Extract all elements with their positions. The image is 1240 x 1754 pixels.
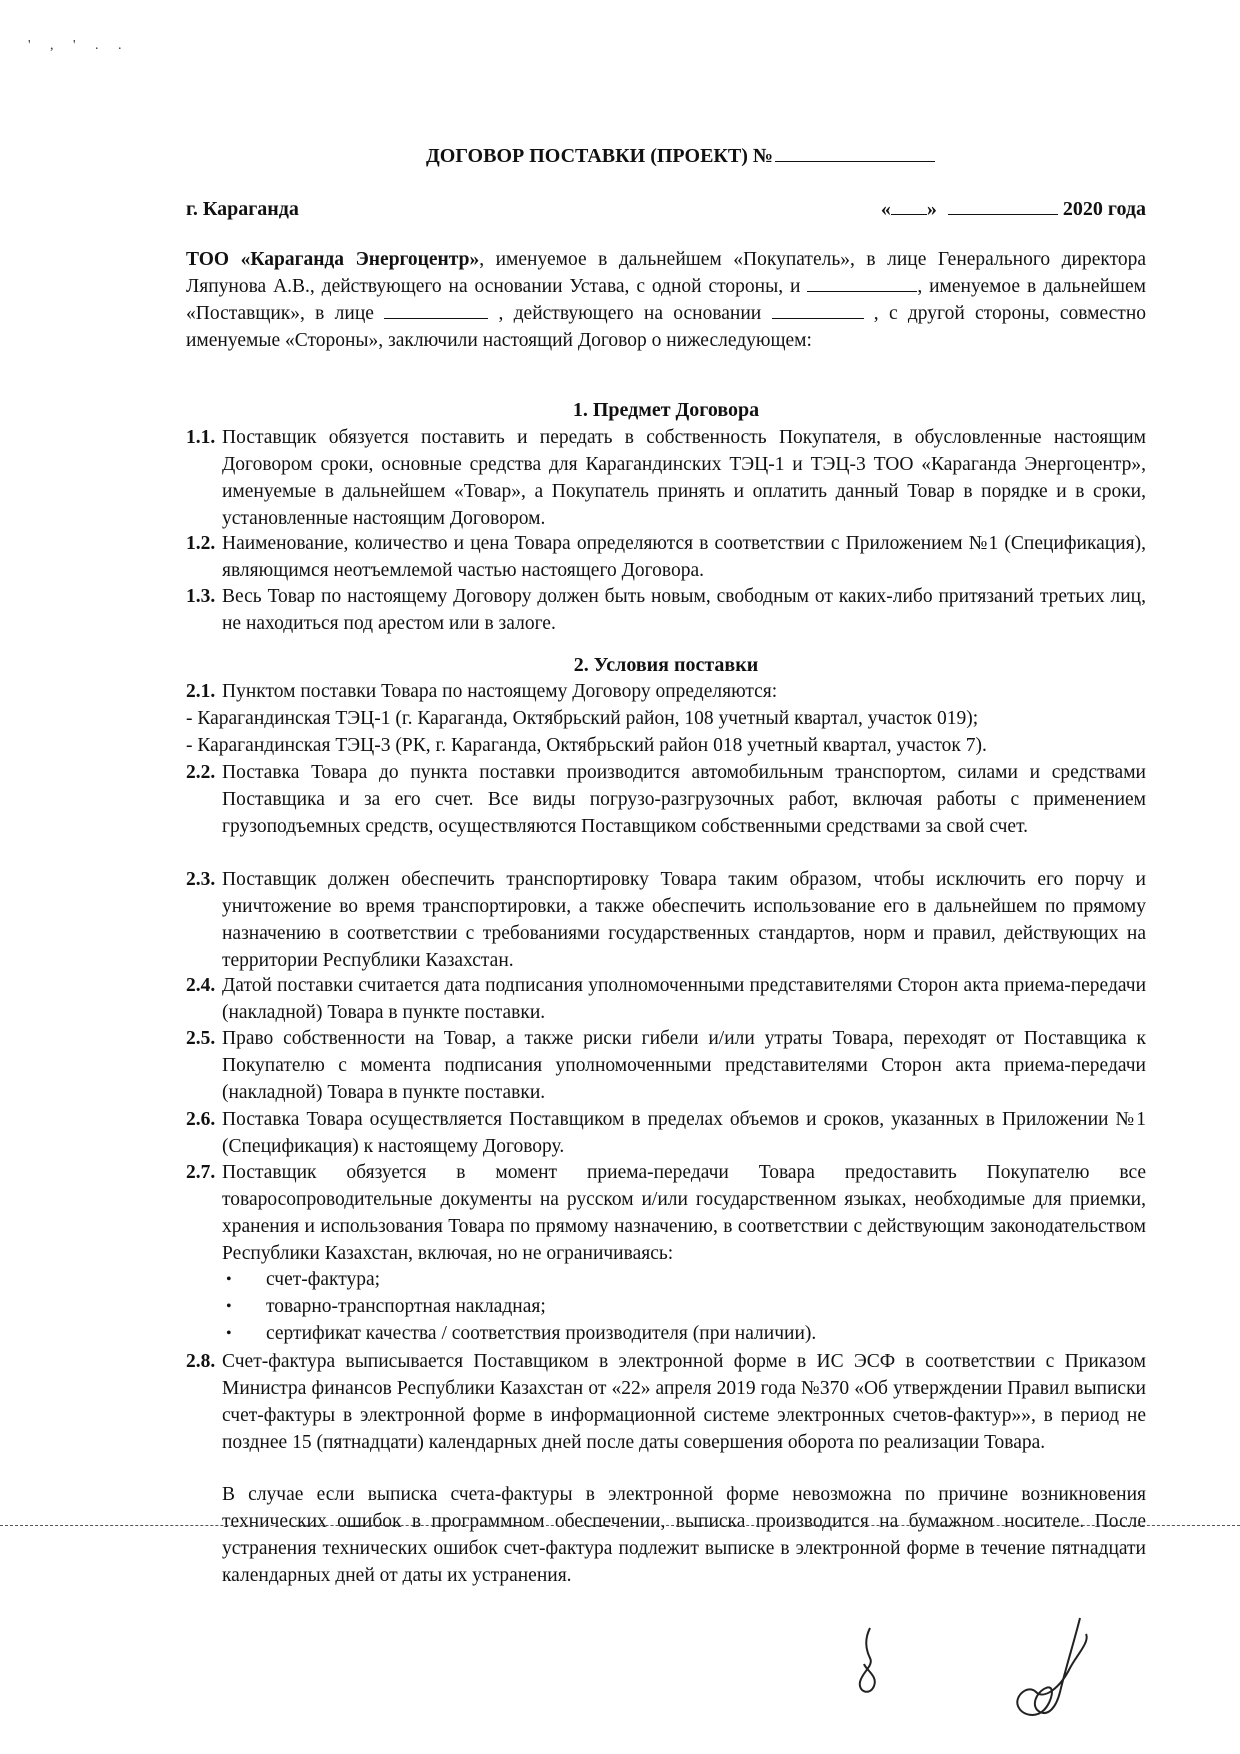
list-item-text: товарно-транспортная накладная; — [266, 1296, 546, 1317]
clause-1-1 — [186, 424, 1146, 532]
clause-number: 2.1. — [186, 681, 216, 702]
contract-date — [881, 196, 1146, 223]
city: г. Караганда — [186, 198, 299, 220]
clause-2-6 — [186, 1106, 1146, 1160]
section-1-title: 1. Предмет Договора — [572, 399, 760, 421]
preamble-part-3: , действующего на основании — [488, 303, 772, 324]
clause-2-3 — [186, 866, 1146, 974]
clause-number: 2.7. — [186, 1162, 216, 1183]
clause-number: 2.8. — [186, 1351, 216, 1372]
clause-2-2 — [186, 759, 1146, 840]
date-year: 2020 года — [1062, 198, 1146, 220]
clause-text: Поставщик обязуется поставить и передать в собственность Покупателя, в обусловленные настоящим Договором сроки, основные средства для Карагандинских ТЭЦ-1 и ТЭЦ-3 ТОО «Караганда Энергоцентр», именуемые в дальнейшем «Товар», а Покупатель принять и оплатить данный Товар в порядке и в сроки, установленные настоящим Договором. — [222, 427, 1146, 529]
title-text: ДОГОВОР ПОСТАВКИ (ПРОЕКТ) № — [426, 145, 774, 167]
delivery-point-1: - Карагандинская ТЭЦ-1 (г. Караганда, Октябрьский район, 108 учетный квартал, участок 019); — [186, 708, 979, 729]
supplier-name-blank — [807, 275, 917, 292]
scan-fold-line — [0, 1525, 1240, 1526]
clause-number: 2.6. — [186, 1109, 216, 1130]
clause-number: 1.3. — [186, 586, 216, 607]
clause-number: 1.1. — [186, 427, 216, 448]
clause-number: 2.3. — [186, 869, 216, 890]
clause-number: 2.4. — [186, 975, 216, 996]
clause-number: 1.2. — [186, 533, 216, 554]
clause-text: Счет-фактура выписывается Поставщиком в электронной форме в ИС ЭСФ в соответствии с Приказом Министра финансов Республики Казахстан от «22» апреля 2019 года №370 «Об утверждении Правил выписки счет-фактуры в электронной форме в информационной системе электронных счетов-фактур»», в период не позднее 15 (пятнадцати) календарных дней после даты совершения оборота по реализации Товара. — [222, 1351, 1146, 1453]
clause-text: Поставщик обязуется в момент приема-передачи Товара предоставить Покупателю все товаросопроводительные документы на русском и/или государственном языках, необходимые для приемки, хранения и использования Товара по прямому назначению, в соответствии с действующим законодательством Республики Казахстан, включая, но не ограничиваясь: — [222, 1162, 1146, 1264]
buyer-name: ТОО «Караганда Энергоцентр» — [186, 249, 480, 270]
document-list-item-2 — [226, 1293, 546, 1320]
preamble-part-1: , именуемое в дальнейшем «Покупатель», в лице Генерального директора Ляпунова А.В., действующего на основании Устава, с одной стороны, и — [186, 249, 1147, 297]
clause-text: Поставка Товара до пункта поставки производится автомобильным транспортом, силами и средствами Поставщика и за его счет. Все виды погрузо-разгрузочных работ, включая работы с применением грузоподъемных средств, осуществляются Поставщиком собственными средствами за свой счет. — [222, 762, 1146, 837]
month-blank — [948, 198, 1058, 215]
section-2-title: 2. Условия поставки — [573, 654, 759, 676]
bullet-icon: • — [226, 1325, 232, 1342]
date-close-quote: » — [926, 198, 937, 220]
document-title — [426, 143, 935, 170]
preamble — [186, 246, 1146, 354]
clause-text: Пунктом поставки Товара по настоящему Договору определяются: — [222, 681, 778, 702]
bullet-icon: • — [226, 1298, 232, 1315]
clause-text: Датой поставки считается дата подписания уполномоченными представителями Сторон акта приема-передачи (накладной) Товара в пункте поставки. — [222, 975, 1146, 1023]
clause-text: Поставщик должен обеспечить транспортировку Товара таким образом, чтобы исключить его порчу и уничтожение во время транспортировки, а также обеспечить использование его в дальнейшем по прямому назначению в соответствии с требованиями государственных стандартов, норм и правил, действующих на территории Республики Казахстан. — [222, 869, 1146, 971]
clause-number: 2.5. — [186, 1028, 216, 1049]
date-open-quote: « — [880, 198, 891, 220]
initials-signature-1 — [840, 1620, 900, 1710]
document-list-item-1 — [226, 1266, 380, 1293]
clause-2-7 — [186, 1159, 1146, 1267]
clause-1-3 — [186, 583, 1146, 637]
basis-blank — [772, 302, 864, 319]
clause-2-8-paragraph: В случае если выписка счета-фактуры в электронной форме невозможна по причине возникновения технических ошибок в программном обеспечении, выписка производится на бумажном носителе. После устранения технических ошибок счет-фактура подлежит выписке в электронной форме в течение пятнадцати календарных дней от даты их устранения. — [222, 1484, 1146, 1586]
list-item-text: счет-фактура; — [266, 1269, 381, 1290]
document-list-item-3 — [226, 1320, 816, 1347]
initials-signature-2 — [1000, 1612, 1110, 1732]
day-blank — [891, 198, 927, 215]
clause-2-8 — [186, 1348, 1146, 1456]
clause-text: Право собственности на Товар, а также риски гибели и/или утраты Товара, переходят от Поставщика к Покупателю с момента подписания уполномоченными представителями Сторон акта приема-передачи (накладной) Товара в пункте поставки. — [222, 1028, 1146, 1103]
clause-text: Весь Товар по настоящему Договору должен быть новым, свободным от каких-либо притязаний третьих лиц, не находиться под арестом или в залоге. — [222, 586, 1146, 634]
clause-text: Наименование, количество и цена Товара определяются в соответствии с Приложением №1 (Спецификация), являющимся неотъемлемой частью настоящего Договора. — [222, 533, 1146, 581]
bullet-icon: • — [226, 1271, 232, 1288]
clause-text: Поставка Товара осуществляется Поставщиком в пределах объемов и сроков, указанных в Приложении №1 (Спецификация) к настоящему Договору. — [222, 1109, 1146, 1157]
clause-1-2 — [186, 530, 1146, 584]
scan-specks: ' , ' . . — [28, 38, 130, 53]
representative-blank — [384, 302, 488, 319]
list-item-text: сертификат качества / соответствия производителя (при наличии). — [266, 1323, 817, 1344]
clause-number: 2.2. — [186, 762, 216, 783]
clause-2-1 — [186, 678, 1146, 705]
contract-number-blank — [775, 143, 935, 162]
clause-2-4 — [186, 972, 1146, 1026]
preamble-part-4: , с другой стороны, совместно именуемые «Стороны», заключили настоящий Договор о нижеследующем: — [186, 303, 1147, 351]
delivery-point-2: - Карагандинская ТЭЦ-3 (РК, г. Караганда, Октябрьский район 018 учетный квартал, участок 7). — [186, 735, 987, 756]
preamble-part-2: , именуемое в дальнейшем «Поставщик», в лице — [186, 276, 1146, 324]
clause-2-5 — [186, 1025, 1146, 1106]
